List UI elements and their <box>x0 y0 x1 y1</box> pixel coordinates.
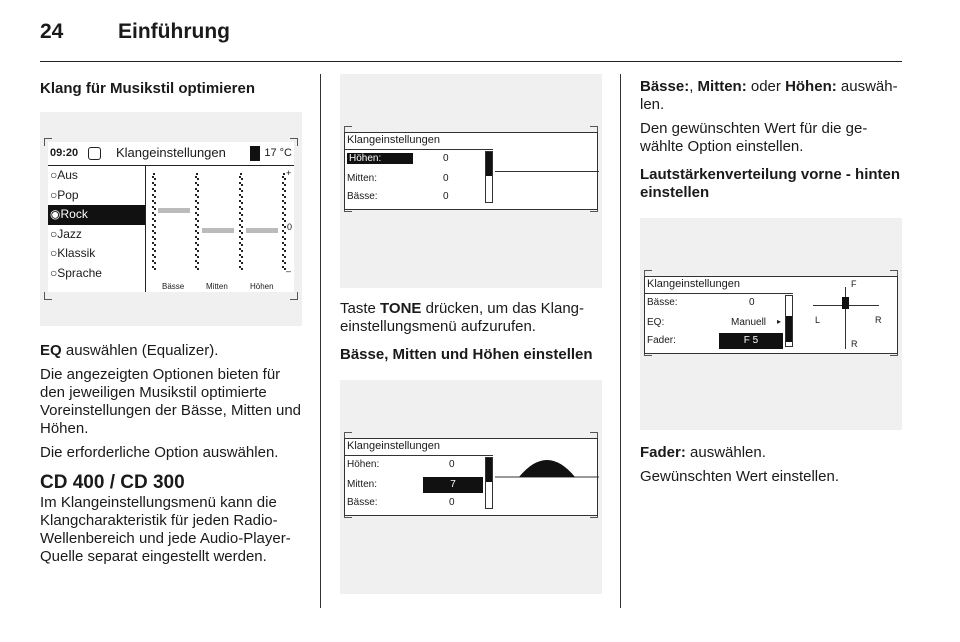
setting-value-selected[interactable]: 7 <box>423 477 483 493</box>
column-divider <box>320 74 321 608</box>
setting-value: 0 <box>443 191 449 202</box>
chapter-title: Einführung <box>118 20 230 43</box>
column-middle <box>340 74 602 594</box>
setting-row-selected[interactable]: Höhen: <box>347 153 413 164</box>
style-item[interactable]: ○Jazz <box>50 226 82 241</box>
paragraph: Fader: auswählen. <box>640 444 766 461</box>
paragraph: Bässe:, Mitten: oder Höhen: auswäh-len. <box>640 78 898 113</box>
back-icon <box>88 147 101 160</box>
paragraph: Gewünschten Wert einstellen. <box>640 468 839 485</box>
paragraph: Den gewünschten Wert für die ge-wählte Option einstellen. <box>640 120 868 155</box>
eq-label-mid: Mitten <box>206 282 228 291</box>
style-item-selected[interactable]: ◉Rock <box>48 205 145 225</box>
paragraph: Im Klangeinstellungsmenü kann die Klangcharakteristik für jeden Radio-Wellenbereich und jede Audio-Player-Quelle separat eingestellt werden. <box>40 494 291 565</box>
fader-display <box>644 276 898 354</box>
setting-row[interactable]: Bässe: <box>347 497 378 508</box>
setting-value: 0 <box>443 173 449 184</box>
page-header <box>40 18 902 62</box>
setting-value: Manuell <box>731 317 767 328</box>
music-style-list <box>48 166 146 292</box>
scale-minus: – <box>286 266 292 276</box>
paragraph: Taste TONE drücken, um das Klang-einstellungsmenü aufzurufen. <box>340 300 585 335</box>
chevron-right-icon[interactable]: ▸ <box>777 317 782 326</box>
fader-screen-figure <box>640 218 902 430</box>
display-title: Klangeinstellungen <box>347 440 440 452</box>
eq-screen-figure <box>40 112 302 326</box>
paragraph: Die erforderliche Option auswählen. <box>40 444 279 461</box>
display-title: Klangeinstellungen <box>347 134 440 146</box>
column-divider <box>620 74 621 608</box>
setting-row[interactable]: EQ: <box>647 317 665 328</box>
setting-row[interactable]: Bässe: <box>647 297 678 308</box>
tone-display <box>344 438 598 516</box>
display-title: Klangeinstellungen <box>116 145 226 160</box>
eq-display <box>48 142 294 292</box>
music-note-icon <box>250 146 260 161</box>
curve-graphic <box>495 453 599 483</box>
paragraph: Die angezeigten Optionen bieten für den jeweiligen Musikstil optimierte Voreinstellungen der Bässe, Mitten und Höhen. <box>40 366 301 437</box>
tone-screen-figure <box>340 74 602 288</box>
setting-value: 0 <box>449 497 455 508</box>
eq-bars-graphic <box>148 168 294 280</box>
section-heading: Lautstärkenverteilung vorne - hinten einstellen <box>640 166 901 201</box>
paragraph: EQ auswählen (Equalizer). <box>40 342 219 359</box>
setting-row[interactable]: Höhen: <box>347 459 380 470</box>
column-right <box>640 74 902 486</box>
style-item[interactable]: ○Sprache <box>50 265 102 280</box>
section-title: CD 400 / CD 300 <box>40 472 185 493</box>
display-title: Klangeinstellungen <box>647 278 740 290</box>
setting-value-selected[interactable]: F 5 <box>719 333 783 349</box>
tone-display <box>344 132 598 210</box>
page-number: 24 <box>40 20 64 43</box>
setting-value: 0 <box>749 297 755 308</box>
display-top-bar <box>48 142 294 166</box>
scale-plus: + <box>286 168 292 178</box>
scroll-bar[interactable] <box>785 295 793 347</box>
section-heading: Klang für Musikstil optimieren <box>40 80 256 97</box>
scroll-bar[interactable] <box>485 457 493 509</box>
balance-fader-graphic: F L R R <box>815 279 882 349</box>
eq-label-treble: Höhen <box>250 282 274 291</box>
setting-value: 0 <box>443 153 449 164</box>
setting-value: 0 <box>449 459 455 470</box>
setting-row[interactable]: Mitten: <box>347 173 378 184</box>
section-heading: Bässe, Mitten und Höhen einstellen <box>340 346 593 363</box>
eq-label-bass: Bässe <box>162 282 185 291</box>
scale-zero: 0 <box>287 222 293 232</box>
style-item[interactable]: ○Klassik <box>50 246 96 260</box>
style-item[interactable]: ○Aus <box>50 168 78 182</box>
temperature: 17 °C <box>264 147 292 159</box>
mid-screen-figure <box>340 380 602 594</box>
setting-row[interactable]: Bässe: <box>347 191 378 202</box>
style-item[interactable]: ○Pop <box>50 187 79 202</box>
setting-row[interactable]: Mitten: <box>347 479 378 490</box>
column-left <box>40 74 302 566</box>
scroll-bar[interactable] <box>485 151 493 203</box>
clock-time: 09:20 <box>50 147 79 159</box>
setting-row[interactable]: Fader: <box>647 335 676 346</box>
